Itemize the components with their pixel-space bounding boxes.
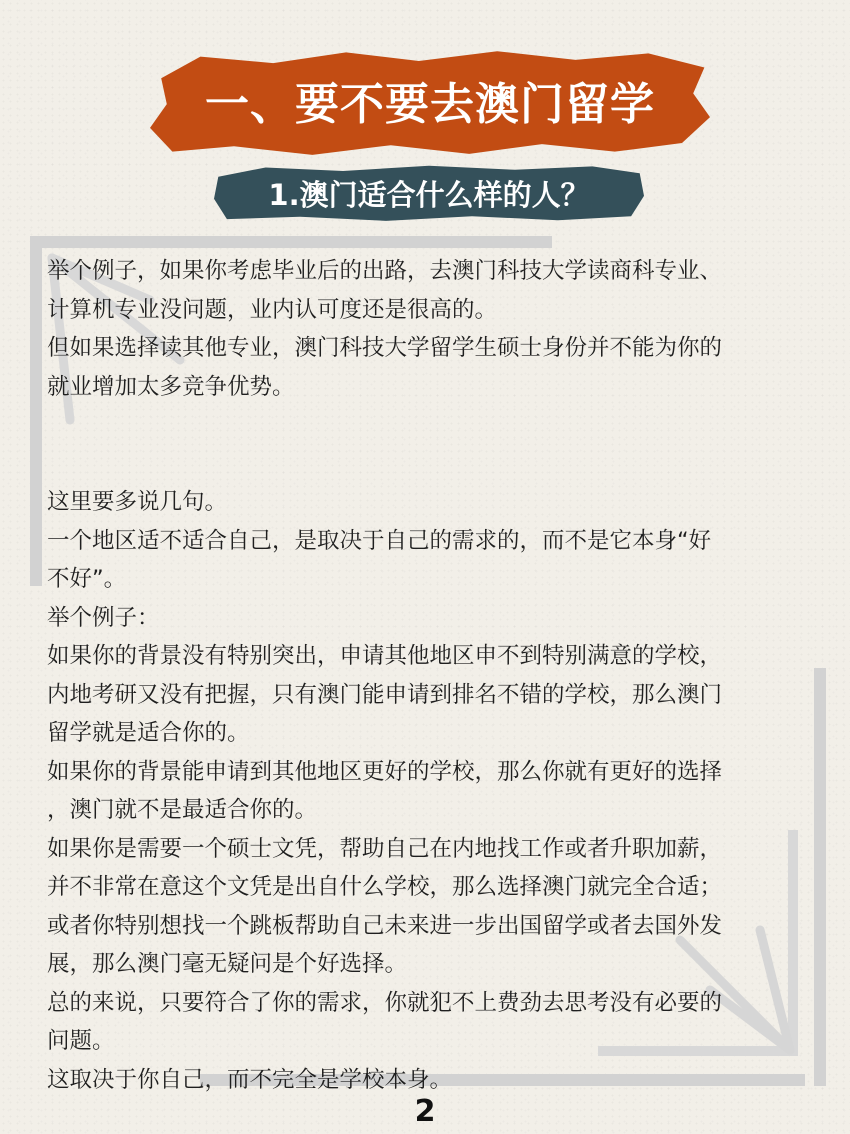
page-number: 2	[414, 1094, 436, 1129]
frame-top-bar	[30, 236, 552, 248]
paragraph: 这里要多说几句。	[47, 489, 228, 515]
paragraph: 举个例子，如果你考虑毕业后的出路，去澳门科技大学读商科专业、 计算机专业没问题，业内认可度还是很高的。	[47, 258, 723, 323]
section-subtitle: 1.澳门适合什么样的人？	[268, 177, 590, 212]
paragraph: 总的来说，只要符合了你的需求，你就犯不上费劲去思考没有必要的 问题。	[47, 989, 723, 1054]
blank-line	[47, 406, 807, 483]
paragraph: 如果你是需要一个硕士文凭，帮助自己在内地找工作或者升职加薪， 并不非常在意这个文凭是出自什么学校，那么选择澳门就完全合适； 或者你特别想找一个跳板帮助自己未来进一步出国留学或者去国外发 展，那么澳门毫无疑问是个好选择。	[47, 835, 723, 977]
frame-right-bar	[814, 668, 826, 1086]
paragraph: 如果你的背景没有特别突出，申请其他地区申不到特别满意的学校， 内地考研又没有把握，只有澳门能申请到排名不错的学校，那么澳门 留学就是适合你的。	[47, 643, 723, 746]
paragraph: 如果你的背景能申请到其他地区更好的学校，那么你就有更好的选择 ，澳门就不是最适合你的。	[47, 758, 723, 823]
paragraph: 一个地区适不适合自己，是取决于自己的需求的，而不是它本身“好 不好”。	[47, 527, 712, 592]
paragraph: 但如果选择读其他专业，澳门科技大学留学生硕士身份并不能为你的 就业增加太多竞争优势。	[47, 335, 723, 400]
paragraph: 这取决于你自己，而不完全是学校本身。	[47, 1066, 453, 1093]
article-body	[47, 252, 807, 1099]
paragraph: 举个例子：	[47, 604, 160, 631]
frame-left-bar	[30, 236, 42, 586]
page-title: 一、要不要去澳门留学	[205, 79, 655, 130]
